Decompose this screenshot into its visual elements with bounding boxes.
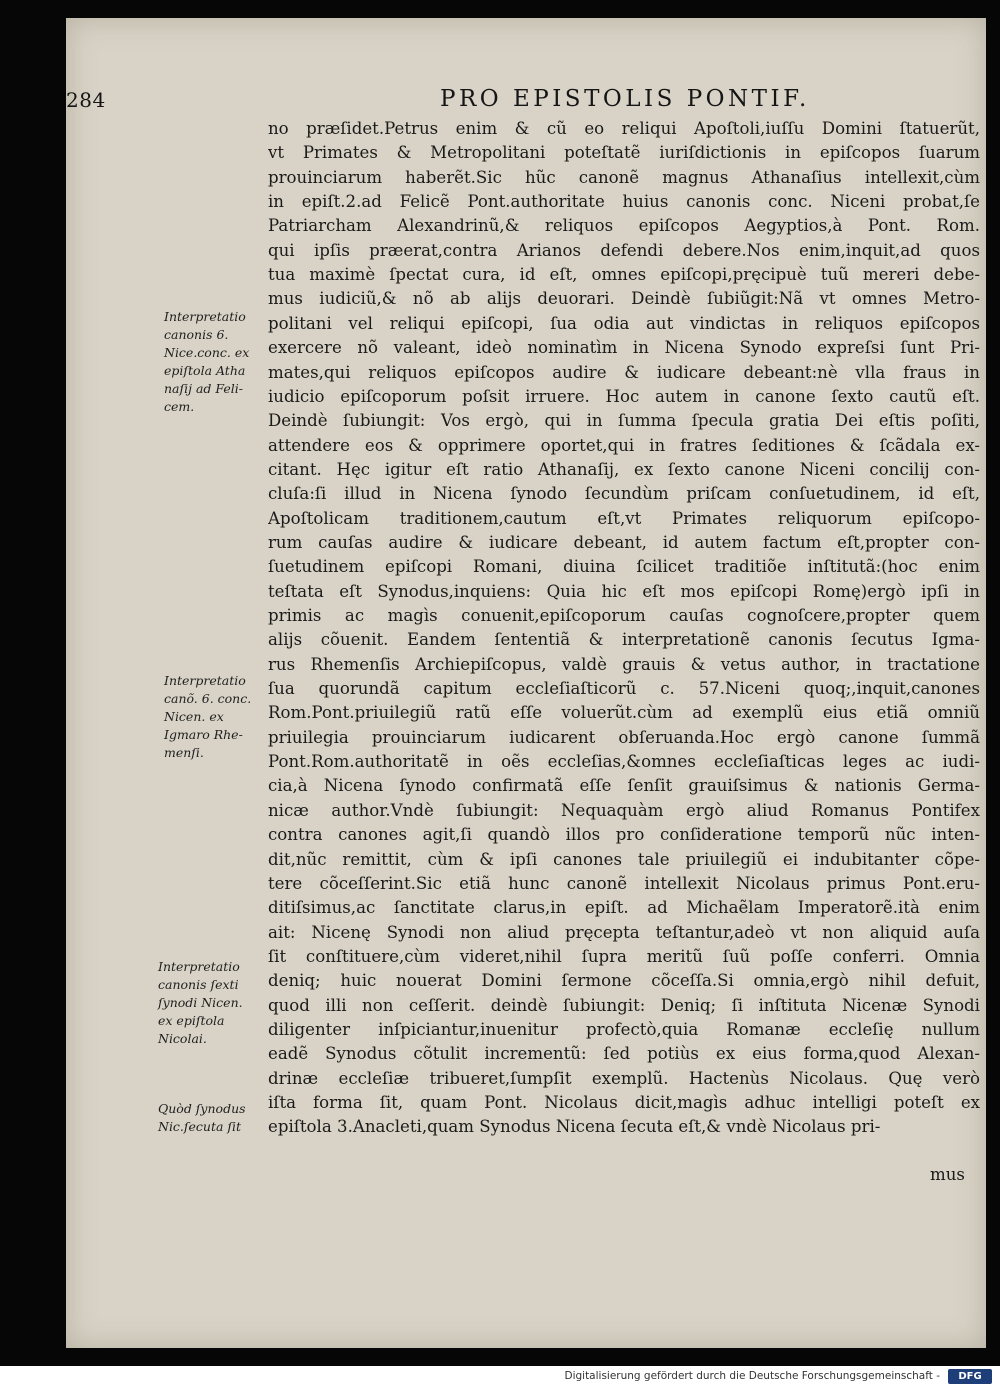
text-line: ditiſsimus,ac ſanctitate clarus,in epiſt. ad Michaẽlam Imperatorẽ.ità enim <box>268 898 980 918</box>
text-line: ſuetudinem epiſcopi Romani, diuina ſcilicet traditiõe inſtitutã:(hoc enim <box>268 557 980 577</box>
text-line: diligenter inſpiciantur,inuenitur profectò,quia Romanæ eccleſię nullum <box>268 1019 980 1039</box>
marginal-note <box>158 958 266 1048</box>
marginal-note-line: Interpretatio <box>158 959 240 974</box>
marginal-note-line: Nic.ſecuta ſit <box>158 1119 242 1134</box>
marginal-note-line: Igmaro Rhe- <box>164 727 243 742</box>
text-line: attendere eos & opprimere oportet,qui in fratres ſeditiones & ſcãdala ex- <box>268 435 980 455</box>
text-line: Deindè ſubiungit: Vos ergò, qui in ſumma ſpecula gratia Dei eſtis poſiti, <box>268 411 980 431</box>
text-line: teſtata eſt Synodus,inquiens: Quia hic eſt mos epiſcopi Romę)ergò ipſi in <box>268 581 980 601</box>
footer-bar <box>0 1366 1000 1388</box>
marginal-note-line: epiſtola Atha <box>164 363 246 378</box>
marginal-note <box>164 672 272 762</box>
text-line: prouinciarum haberẽt.Sic hũc canonẽ magnus Athanaſius intellexit,cùm <box>268 167 980 187</box>
text-line: iudicio epiſcoporum poſsit irruere. Hoc autem in canone ſexto cautũ eſt. <box>268 386 980 406</box>
marginal-note-line: naſij ad Feli- <box>164 381 244 396</box>
text-line: vt Primates & Metropolitani poteſtatẽ iuriſdictionis in epiſcopos ſuarum <box>268 143 980 163</box>
text-line: ſua quorundã capitum eccleſiaſticorũ c. 57.Niceni quoq;,inquit,canones <box>268 679 980 699</box>
text-line: deniq; huic nouerat Domini ſermone cõceſſa.Si omnia,ergò nihil defuit, <box>268 971 980 991</box>
catchword: mus <box>930 1165 965 1184</box>
marginal-note <box>158 1100 266 1136</box>
text-line: iſta forma ſit, quam Pont. Nicolaus dicit,magìs adhuc intelligi poteſt ex <box>268 1093 980 1112</box>
text-line: priuilegia prouinciarum iudicarent obſeruanda.Hoc ergò canone ſummã <box>268 727 980 747</box>
running-title: PRO EPISTOLIS PONTIF. <box>440 86 810 112</box>
text-line: rus Rhemenſis Archiepiſcopus, valdè grauis & vetus author, in tractatione <box>268 654 980 674</box>
page-number: 284 <box>66 88 106 112</box>
marginal-note-line: Quòd ſynodus <box>158 1101 246 1116</box>
text-line: cia,à Nicena ſynodo confirmatã eſſe ſenſit grauiſsimus & nationis Germa- <box>268 776 980 796</box>
marginal-note-line: Nicolai. <box>158 1031 207 1046</box>
text-line: mus iudiciũ,& nõ ab alijs deuorari. Deindè ſubiũgit:Nã vt omnes Metro- <box>268 289 980 309</box>
text-line: Pont.Rom.authoritatẽ in oẽs eccleſias,&omnes eccleſiaſticas leges ac iudi- <box>268 752 980 772</box>
marginal-note-line: canonis 6. <box>164 327 229 342</box>
text-line: dit,nũc remittit, cùm & ipſi canones tale priuilegiũ ei indubitanter cõpe- <box>268 849 980 869</box>
text-line: no præſidet.Petrus enim & cũ eo reliqui Apoſtoli,iuſſu Domini ſtatuerũt, <box>268 119 980 138</box>
marginal-note-line: Nicen. ex <box>164 709 224 724</box>
text-line: quod illi non ceſſerit. deindè ſubiungit: Deniq; ſi inſtituta Nicenæ Synodi <box>268 995 980 1015</box>
text-line: contra canones agit,ſi quandò illos pro conſideratione temporũ nũc inten- <box>268 825 980 845</box>
dfg-logo: DFG <box>948 1369 992 1384</box>
marginal-note-line: ex epiſtola <box>158 1013 225 1028</box>
marginal-note-line: ſynodi Nicen. <box>158 995 243 1010</box>
text-line: rum cauſas audire & iudicare debeant, id autem factum eſt,propter con- <box>268 532 980 552</box>
text-line: qui ipſis præerat,contra Arianos defendi debere.Nos enim,inquit,ad quos <box>268 240 980 260</box>
text-line: alijs cõuenit. Eandem ſententiã & interpretationẽ canonis ſecutus Igma- <box>268 630 980 650</box>
text-line: epiſtola 3.Anacleti,quam Synodus Nicena ſecuta eſt,& vndè Nicolaus pri- <box>268 1117 881 1137</box>
marginal-note-line: cem. <box>164 399 195 414</box>
marginal-note-line: canõ. 6. conc. <box>164 691 252 706</box>
text-line: Apoſtolicam traditionem,cautum eſt,vt Primates reliquorum epiſcopo- <box>268 508 980 528</box>
marginal-note-line: Nice.conc. ex <box>164 345 250 360</box>
text-line: tere cõceſſerint.Sic etiã hunc canonẽ intellexit Nicolaus primus Pont.eru- <box>268 873 980 893</box>
text-line: tua maximè ſpectat cura, id eſt, omnes epiſcopi,pręcipuè tuũ mereri debe- <box>268 265 980 285</box>
text-line: Rom.Pont.priuilegiũ ratũ eſſe voluerũt.cùm ad exemplũ eius etiã omniũ <box>268 703 980 723</box>
text-line: ſit conſtituere,cùm videret,nihil ſupra meritũ ſuũ poſſe conferri. Omnia <box>268 946 980 966</box>
text-line: cluſa:ſi illud in Nicena ſynodo ſecundùm priſcam conſuetudinem, id eſt, <box>268 484 980 504</box>
text-line: mates,qui reliquos epiſcopos audire & iudicare debeant:nè vlla fraus in <box>268 362 980 382</box>
marginal-note-line: menſi. <box>164 745 204 760</box>
marginal-note-line: Interpretatio <box>164 309 246 324</box>
text-line: Patriarcham Alexandrinũ,& reliquos epiſcopos Aegyptios,à Pont. Rom. <box>268 216 980 236</box>
text-line: ait: Nicenę Synodi non aliud pręcepta teſtantur,adeò vt non aliquid auſa <box>268 922 980 942</box>
text-line: exercere nõ valeant, ideò nominatìm in Nicena Synodo expreſsi ſunt Pri- <box>268 338 980 358</box>
funding-notice: Digitalisierung gefördert durch die Deutsche Forschungsgemeinschaft - <box>564 1370 940 1382</box>
marginal-note-line: canonis ſexti <box>158 977 239 992</box>
marginal-note <box>164 308 272 416</box>
text-line: in epiſt.2.ad Felicẽ Pont.authoritate huius canonis conc. Niceni probat,ſe <box>268 192 980 212</box>
text-line: primis ac magìs conuenit,epiſcoporum cauſas cognoſcere,propter quem <box>268 606 980 625</box>
marginal-note-line: Interpretatio <box>164 673 246 688</box>
text-line: drinæ eccleſiæ tribueret,ſumpſit exemplũ. Hactenùs Nicolaus. Quę verò <box>268 1068 980 1088</box>
text-line: nicæ author.Vndè ſubiungit: Nequaquàm ergò aliud Romanus Pontifex <box>268 800 980 820</box>
text-line: eadẽ Synodus cõtulit incrementũ: ſed potiùs ex eius forma,quod Alexan- <box>268 1044 980 1064</box>
text-line: citant. Hęc igitur eſt ratio Athanaſij, ex ſexto canone Niceni concilij con- <box>268 459 980 479</box>
text-line: politani vel reliqui epiſcopi, ſua odia aut vindictas in reliquos epiſcopos <box>268 313 980 333</box>
